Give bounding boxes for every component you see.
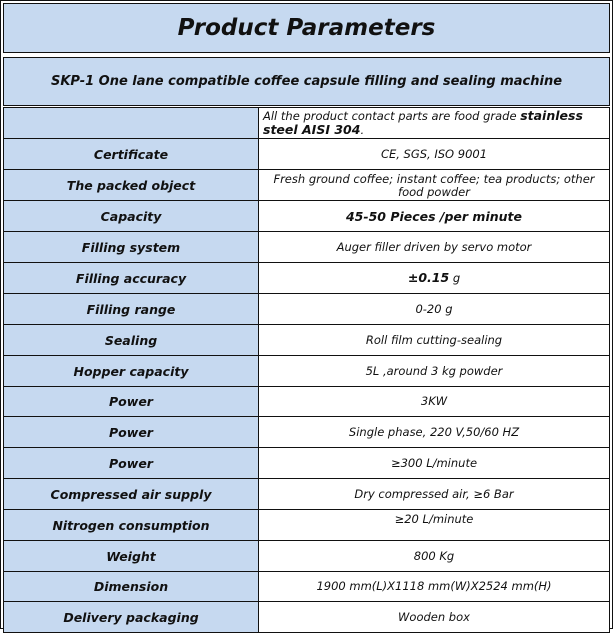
row-label: The packed object xyxy=(4,170,259,201)
table-row xyxy=(4,325,610,356)
table-row xyxy=(4,139,610,170)
row-value: Fresh ground coffee; instant coffee; tea products; other food powder xyxy=(259,170,610,201)
row-value: Dry compressed air, ≥6 Bar xyxy=(259,479,610,510)
table-row xyxy=(4,572,610,602)
row-label: Power xyxy=(4,387,259,417)
row-label: Filling system xyxy=(4,232,259,263)
note-suffix: . xyxy=(360,123,365,137)
row-label: Power xyxy=(4,417,259,448)
machine-subtitle: SKP-1 One lane compatible coffee capsule filling and sealing machine xyxy=(3,57,610,106)
table-row xyxy=(4,201,610,232)
table-row xyxy=(4,356,610,387)
row-label: Delivery packaging xyxy=(4,602,259,633)
row-value: ≥300 L/minute xyxy=(259,448,610,479)
page-title: Product Parameters xyxy=(3,3,610,53)
table-row xyxy=(4,602,610,633)
table-row xyxy=(4,387,610,417)
row-label: Dimension xyxy=(4,572,259,602)
row-label: Filling range xyxy=(4,294,259,325)
row-label: Certificate xyxy=(4,139,259,170)
table-row xyxy=(4,108,610,139)
contact-parts-note xyxy=(259,108,610,139)
table-row xyxy=(4,232,610,263)
row-label: Capacity xyxy=(4,201,259,232)
row-value: 3KW xyxy=(259,387,610,417)
accuracy-value: ±0.15 xyxy=(407,270,450,285)
note-material: stainless steel AISI 304 xyxy=(263,108,583,137)
row-value: ≥20 L/minute xyxy=(259,510,610,541)
table-row xyxy=(4,479,610,510)
row-value: Auger filler driven by servo motor xyxy=(259,232,610,263)
row-value: Roll film cutting-sealing xyxy=(259,325,610,356)
empty-label-cell xyxy=(4,108,259,139)
table-row xyxy=(4,541,610,572)
row-label: Filling accuracy xyxy=(4,263,259,294)
row-value: 800 Kg xyxy=(259,541,610,572)
row-label: Power xyxy=(4,448,259,479)
row-label: Sealing xyxy=(4,325,259,356)
table-row xyxy=(4,448,610,479)
row-value xyxy=(259,263,610,294)
row-label: Compressed air supply xyxy=(4,479,259,510)
row-value: 0-20 g xyxy=(259,294,610,325)
row-value: Single phase, 220 V,50/60 HZ xyxy=(259,417,610,448)
row-value: 1900 mm(L)X1118 mm(W)X2524 mm(H) xyxy=(259,572,610,602)
table-row xyxy=(4,510,610,541)
row-label: Weight xyxy=(4,541,259,572)
row-value: Wooden box xyxy=(259,602,610,633)
table-row xyxy=(4,263,610,294)
table-row xyxy=(4,417,610,448)
note-text: All the product contact parts are food grade xyxy=(263,109,521,123)
parameters-table xyxy=(3,107,610,633)
row-value: 45-50 Pieces /per minute xyxy=(259,201,610,232)
table-row xyxy=(4,294,610,325)
row-label: Hopper capacity xyxy=(4,356,259,387)
row-label: Nitrogen consumption xyxy=(4,510,259,541)
row-value: 5L ,around 3 kg powder xyxy=(259,356,610,387)
accuracy-unit: g xyxy=(449,271,461,285)
row-value: CE, SGS, ISO 9001 xyxy=(259,139,610,170)
table-row xyxy=(4,170,610,201)
